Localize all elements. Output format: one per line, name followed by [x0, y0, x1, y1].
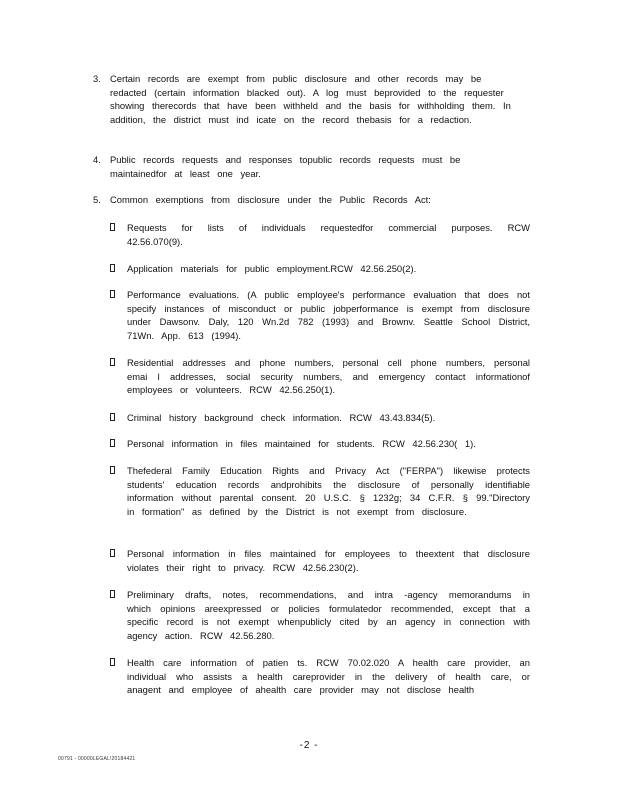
- exemption-text: Requests for lists of individuals requestedfor commercial purposes. RCW 42.56.070(9).: [127, 222, 530, 247]
- exemption-text: Thefederal Family Education Rights and Privacy Act ("FERPA") likewise protects students' education records andprohibits the disclosure of personally identifiable information without parental consent. 20 U.S.C. § 1232g; 34 C.F.R. § 99."Directory in formation" as defined by the District is not exempt from disclosure.: [127, 465, 530, 517]
- exemption-text: Residential addresses and phone numbers, personal cell phone numbers, personal emai l addresses, social security numbers, and emergency contact informationof employees or volunteers. RCW 42.56.250(1).: [127, 357, 530, 395]
- bullet-box-icon: [110, 358, 115, 366]
- exemption-item: [110, 262, 530, 276]
- exemption-item: [110, 437, 530, 451]
- exemption-item: [110, 288, 530, 342]
- list-item-4: [93, 153, 518, 180]
- bullet-box-icon: [110, 223, 115, 231]
- bullet-box-icon: [110, 264, 115, 272]
- bullet-box-icon: [110, 549, 115, 557]
- bullet-box-icon: [110, 413, 115, 421]
- bullet-box-icon: [110, 658, 115, 666]
- list-text: Public records requests and responses topublic records requests must be maintainedfor at least one year.: [110, 154, 461, 179]
- bullet-box-icon: [110, 466, 115, 474]
- exemption-text: Personal information in files maintained for students. RCW 42.56.230( 1).: [127, 438, 476, 449]
- exemption-text: Application materials for public employment.RCW 42.56.250(2).: [127, 263, 417, 274]
- exemption-item: [110, 411, 530, 425]
- exemption-item: [110, 547, 530, 574]
- list-number: 4.: [93, 154, 101, 165]
- exemption-text: Criminal history background check information. RCW 43.43.834(5).: [127, 412, 436, 423]
- page-number: -2 -: [299, 740, 319, 751]
- list-text: Common exemptions from disclosure under the Public Records Act:: [110, 194, 431, 205]
- list-item-5: [93, 193, 518, 207]
- exemption-item: [110, 221, 530, 248]
- list-item-3: [93, 72, 518, 126]
- bullet-box-icon: [110, 590, 115, 598]
- bullet-box-icon: [110, 439, 115, 447]
- exemption-item: [110, 464, 530, 518]
- list-text: Certain records are exempt from public disclosure and other records may be redacted (certain information blacked out). A log must beprovided to the requester showing therecords that have been withheld and the basis for withholding them. In addition, the district must ind icate on the record thebasis for a redaction.: [110, 73, 511, 125]
- exemption-item: [110, 656, 530, 697]
- exemption-text: Health care information of patien ts. RCW 70.02.020 A health care provider, an individual who assists a health careprovider in the delivery of health care, or anagent and employee of ahealth care provider may not disclose health: [127, 657, 530, 695]
- list-number: 5.: [93, 194, 101, 205]
- exemption-item: [110, 588, 530, 642]
- footer-docid: 00791 - 00000LEGAL!20184421: [58, 756, 136, 762]
- exemption-item: [110, 356, 530, 397]
- list-number: 3.: [93, 73, 101, 84]
- exemption-text: Personal information in files maintained for employees to theextent that disclosure violates their right to privacy. RCW 42.56.230(2).: [127, 548, 530, 573]
- exemption-text: Performance evaluations. (A public employee's performance evaluation that does not specify instances of misconduct or public jobperformance is exempt from disclosure under Dawsonv. Daly, 120 Wn.2d 782 (1993) and Brownv. Seattle School District, 71Wn. App. 613 (1994).: [127, 289, 530, 341]
- exemption-text: Preliminary drafts, notes, recommendations, and intra -agency memorandums in which opinions areexpressed or policies formulatedor recommended, except that a specific record is not exempt whenpublicly cited by an agency in connection with agency action. RCW 42.56.280.: [127, 589, 530, 641]
- bullet-box-icon: [110, 290, 115, 298]
